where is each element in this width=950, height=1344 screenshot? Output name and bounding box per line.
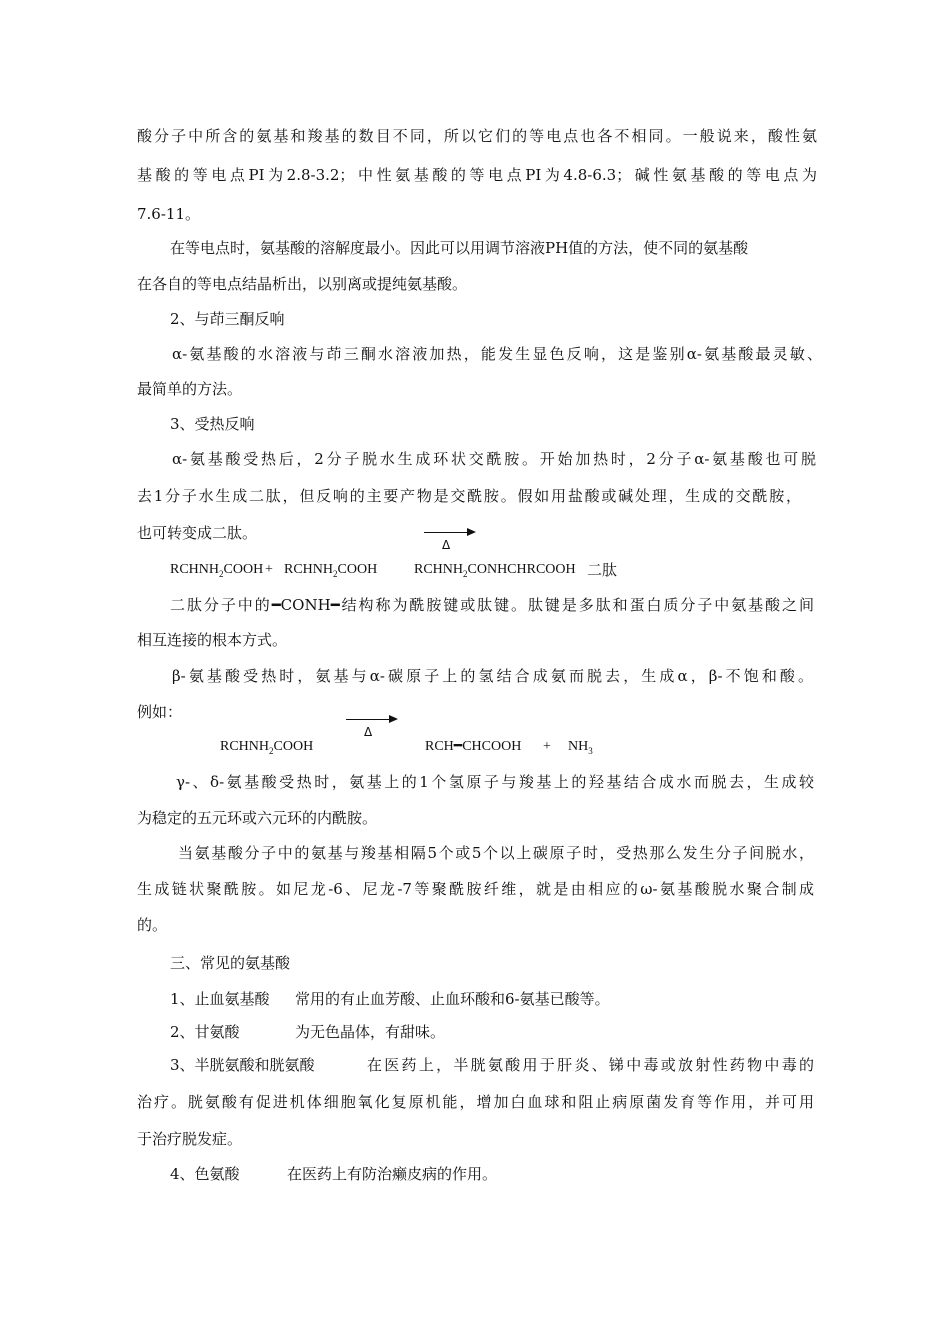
reactant-1: $RCHNH_2COOH$ — [170, 562, 264, 579]
para-1-line-3: 7.6-11。 — [137, 205, 201, 223]
item-cysteine-cont-1: 治疗。胱氨酸有促进机体细胞氧化复原机能，增加白血球和阻止病原菌发育等作用，并可用 — [137, 1093, 814, 1111]
para-3-line-1: α-氨基酸的水溶液与茚三酮水溶液加热，能发生显色反响，这是鉴别α-氨基酸最灵敏、 — [172, 345, 822, 363]
product-dipeptide: $RCHNH_2CONHCHRCOOH$ — [414, 562, 576, 579]
para-1-line-1: 酸分子中所含的氨基和羧基的数目不同，所以它们的等电点也各不相同。一般说来，酸性氨 — [137, 127, 817, 145]
heading-ninhydrin: 2、与茚三酮反响 — [170, 310, 285, 328]
item-tryptophan-desc: 在医药上有防治癞皮病的作用。 — [287, 1165, 498, 1183]
heading-heating: 3、受热反响 — [170, 415, 255, 433]
item-hemostatic-desc: 常用的有止血芳酸、止血环酸和6-氨基已酸等。 — [295, 990, 610, 1008]
item-cysteine-desc: 在医药上，半胱氨酸用于肝炎、锑中毒或放射性药物中毒的 — [367, 1056, 814, 1074]
para-2-line-1: 在等电点时，氨基酸的溶解度最小。因此可以用调节溶液PH值的方法，使不同的氨基酸 — [170, 239, 749, 257]
item-tryptophan-name: 4、色氨酸 — [170, 1165, 240, 1183]
para-6-line-1: β-氨基酸受热时，氨基与α-碳原子上的氢结合成氨而脱去，生成α，β-不饱和酸。 — [172, 667, 813, 685]
item-glycine-desc: 为无色晶体，有甜味。 — [295, 1023, 446, 1041]
para-2-line-2: 在各自的等电点结晶析出，以别离或提纯氨基酸。 — [137, 275, 468, 293]
para-4-line-1: α-氨基酸受热后，2分子脱水生成环状交酰胺。开始加热时，2分子α-氨基酸也可脱 — [172, 450, 816, 468]
para-5-line-1: 二肽分子中的━CONH━结构称为酰胺键或肽键。肽键是多肽和蛋白质分子中氨基酸之间 — [170, 596, 814, 614]
para-6-line-2: 例如： — [137, 703, 183, 721]
reactant-beta: $RCHNH_2COOH$ — [220, 739, 314, 756]
heat-symbol-1: Δ — [442, 538, 451, 552]
heat-symbol-2: Δ — [364, 725, 373, 739]
section-heading-common-amino-acids: 三、常见的氨基酸 — [170, 954, 291, 972]
para-4-line-3: 也可转变成二肽。 — [137, 524, 258, 542]
para-8-line-1: 当氨基酸分子中的氨基与羧基相隔5个或5个以上碳原子时，受热那么发生分子间脱水， — [178, 844, 814, 862]
item-glycine-name: 2、甘氨酸 — [170, 1023, 240, 1041]
product-ammonia: $NH_3$ — [568, 739, 593, 756]
para-3-line-2: 最简单的方法。 — [137, 380, 243, 398]
product-label: 二肽 — [587, 561, 618, 579]
item-cysteine-name: 3、半胱氨酸和胱氨酸 — [170, 1056, 315, 1074]
product-unsaturated-acid: RCH━CHCOOH — [425, 739, 522, 754]
plus-sign-1: + — [265, 562, 273, 577]
reactant-2: $RCHNH_2COOH$ — [284, 562, 378, 579]
para-8-line-2: 生成链状聚酰胺。如尼龙-6、尼龙-7等聚酰胺纤维，就是由相应的ω-氨基酸脱水聚合制成 — [137, 880, 814, 898]
item-hemostatic-name: 1、止血氨基酸 — [170, 990, 270, 1008]
para-7-line-2: 为稳定的五元环或六元环的内酰胺。 — [137, 809, 378, 827]
para-7-line-1: γ-、δ-氨基酸受热时，氨基上的1个氢原子与羧基上的羟基结合成水而脱去，生成较 — [176, 773, 814, 791]
para-8-line-3: 的。 — [137, 916, 168, 934]
para-5-line-2: 相互连接的根本方式。 — [137, 631, 288, 649]
plus-sign-2: + — [543, 739, 551, 754]
para-1-line-2: 基酸的等电点PI为2.8-3.2；中性氨基酸的等电点PI为4.8-6.3；碱性氨基酸的等电点为 — [137, 166, 817, 184]
para-4-line-2: 去1分子水生成二肽，但反响的主要产物是交酰胺。假如用盐酸或碱处理，生成的交酰胺， — [137, 487, 801, 505]
item-cysteine-cont-2: 于治疗脱发症。 — [137, 1130, 243, 1148]
